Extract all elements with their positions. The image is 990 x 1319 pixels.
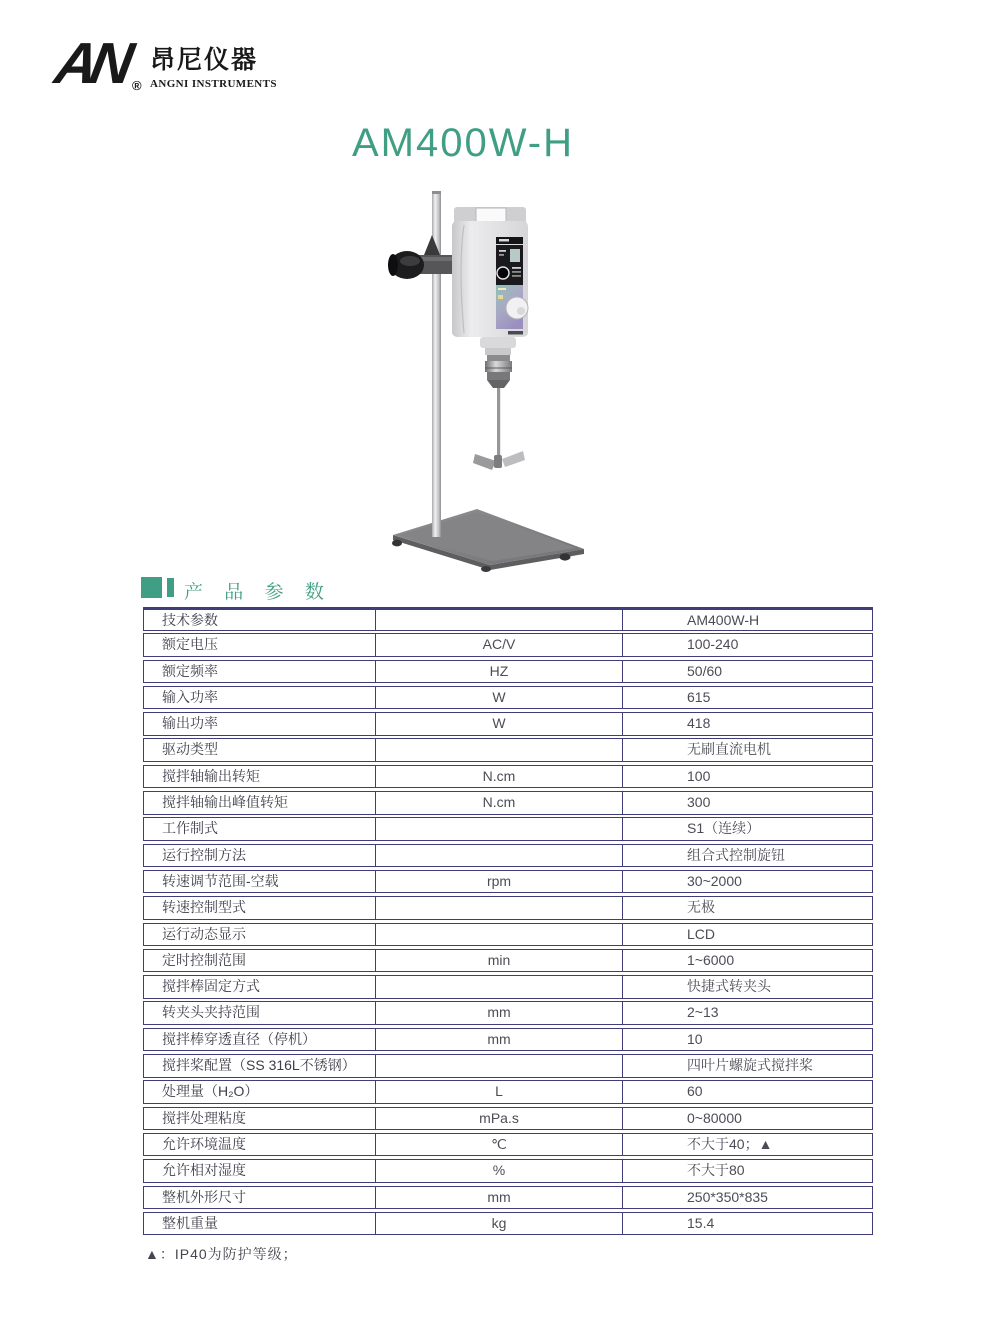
- table-row: [143, 975, 873, 999]
- spec-param: 驱动类型: [144, 739, 376, 761]
- spec-value: 不大于40；▲: [687, 1135, 773, 1152]
- spec-param: 技术参数: [144, 610, 376, 630]
- table-row: [143, 607, 873, 631]
- spec-param: 整机外形尺寸: [144, 1187, 376, 1209]
- spec-value: 不大于80: [687, 1162, 745, 1179]
- table-row: [143, 844, 873, 868]
- spec-param: 整机重量: [144, 1213, 376, 1235]
- table-row: [143, 923, 873, 947]
- table-row: [143, 949, 873, 973]
- spec-unit: mm: [376, 1187, 623, 1209]
- spec-value: 615: [687, 688, 711, 705]
- table-row: [143, 1028, 873, 1052]
- spec-unit: AC/V: [376, 634, 623, 656]
- spec-param: 搅拌处理粘度: [144, 1108, 376, 1130]
- table-row: [143, 1080, 873, 1104]
- panel-bottom-label: [508, 331, 523, 335]
- table-row: [143, 738, 873, 762]
- base-plate: [392, 509, 584, 572]
- foot-right: [560, 553, 571, 560]
- spec-unit: [376, 845, 623, 867]
- table-row: [143, 686, 873, 710]
- spec-param: 搅拌轴输出峰值转矩: [144, 792, 376, 814]
- spec-param: 转速控制型式: [144, 897, 376, 919]
- spec-unit: %: [376, 1160, 623, 1182]
- table-row: [143, 633, 873, 657]
- spec-param: 转速调节范围-空载: [144, 871, 376, 893]
- spec-unit: mm: [376, 1002, 623, 1024]
- table-row: [143, 660, 873, 684]
- product-image: [380, 183, 595, 573]
- head-collar: [480, 337, 516, 348]
- spec-value: 2~13: [687, 1004, 719, 1021]
- table-row: [143, 1107, 873, 1131]
- spec-unit: W: [376, 687, 623, 709]
- brand-name-english: ANGNI INSTRUMENTS: [150, 78, 277, 90]
- section-accent-bar: [167, 578, 174, 597]
- spec-value: S1（连续）: [687, 820, 761, 837]
- spec-param: 搅拌棒穿透直径（停机）: [144, 1029, 376, 1051]
- brand-logo-an: AN: [50, 31, 132, 96]
- spec-param: 搅拌棒固定方式: [144, 976, 376, 998]
- motor-head: [452, 207, 528, 355]
- spec-param: 输出功率: [144, 713, 376, 735]
- spec-param: 允许环境温度: [144, 1134, 376, 1156]
- footnote: ▲：IP40为防护等级；: [145, 1246, 298, 1262]
- spec-param: 定时控制范围: [144, 950, 376, 972]
- spec-param: 搅拌桨配置（SS 316L不锈钢）: [144, 1055, 376, 1077]
- control-knob: [497, 267, 509, 279]
- spec-value: 无刷直流电机: [687, 741, 771, 758]
- spec-value: 四叶片螺旋式搅拌桨: [687, 1057, 813, 1074]
- spec-param: 额定频率: [144, 661, 376, 683]
- spec-unit: [376, 818, 623, 840]
- spec-param: 工作制式: [144, 818, 376, 840]
- page-title: AM400W-H: [352, 121, 574, 165]
- spec-unit: N.cm: [376, 792, 623, 814]
- spec-unit: min: [376, 950, 623, 972]
- spec-unit: [376, 610, 623, 630]
- overhead-stirrer-illustration: [380, 183, 595, 573]
- spec-value: 1~6000: [687, 951, 735, 968]
- spec-value: 15.4: [687, 1214, 715, 1231]
- table-row: [143, 1001, 873, 1025]
- spec-value: 组合式控制旋钮: [687, 846, 785, 863]
- spec-unit: [376, 897, 623, 919]
- table-row: [143, 1159, 873, 1183]
- spec-unit: mPa.s: [376, 1108, 623, 1130]
- spec-param: 额定电压: [144, 634, 376, 656]
- spec-table: [143, 607, 873, 1238]
- spec-unit: [376, 1055, 623, 1077]
- spec-value: 60: [687, 1083, 703, 1100]
- spec-param: 运行动态显示: [144, 924, 376, 946]
- table-row: [143, 1186, 873, 1210]
- section-title: 产 品 参 数: [184, 582, 332, 603]
- spec-value: AM400W-H: [687, 612, 760, 628]
- spec-param: 处理量（H₂O）: [144, 1081, 376, 1103]
- spec-value: 50/60: [687, 662, 723, 679]
- brand-name-chinese: 昂尼仪器: [150, 46, 259, 74]
- lcd-display: [510, 249, 520, 262]
- spec-value: 30~2000: [687, 872, 742, 889]
- dial-knob: [506, 297, 528, 319]
- spec-unit: kg: [376, 1213, 623, 1235]
- spec-unit: HZ: [376, 661, 623, 683]
- spec-param: 转夹头夹持范围: [144, 1002, 376, 1024]
- spec-value: LCD: [687, 925, 716, 942]
- spec-value: 无极: [687, 899, 715, 916]
- spec-value: 250*350*835: [687, 1188, 768, 1205]
- spec-value: 418: [687, 715, 711, 732]
- table-row: [143, 1212, 873, 1236]
- spec-value: 0~80000: [687, 1109, 742, 1126]
- spec-unit: [376, 976, 623, 998]
- spec-value: 10: [687, 1030, 703, 1047]
- table-row: [143, 817, 873, 841]
- spec-value: 300: [687, 794, 711, 811]
- table-row: [143, 791, 873, 815]
- spec-unit: [376, 924, 623, 946]
- foot-left: [392, 540, 402, 547]
- spec-value: 快捷式转夹头: [687, 978, 771, 995]
- table-row: [143, 712, 873, 736]
- table-row: [143, 1133, 873, 1157]
- brand-logo: [50, 31, 316, 104]
- spec-unit: [376, 739, 623, 761]
- spec-unit: rpm: [376, 871, 623, 893]
- spec-unit: W: [376, 713, 623, 735]
- table-row: [143, 870, 873, 894]
- spec-param: 输入功率: [144, 687, 376, 709]
- registered-trademark-icon: ®: [132, 78, 142, 93]
- spec-param: 搅拌轴输出转矩: [144, 766, 376, 788]
- chuck: [485, 355, 512, 388]
- spec-unit: N.cm: [376, 766, 623, 788]
- spec-value: 100: [687, 767, 711, 784]
- table-row: [143, 765, 873, 789]
- stir-shaft: [497, 388, 500, 460]
- spec-unit: L: [376, 1081, 623, 1103]
- table-row: [143, 1054, 873, 1078]
- spec-unit: mm: [376, 1029, 623, 1051]
- head-top-opening: [476, 208, 506, 222]
- spec-param: 运行控制方法: [144, 845, 376, 867]
- spec-unit: ℃: [376, 1134, 623, 1156]
- foot-front: [481, 566, 491, 572]
- section-accent-square: [141, 577, 162, 598]
- table-row: [143, 896, 873, 920]
- spec-value: 100-240: [687, 636, 739, 653]
- spec-param: 允许相对湿度: [144, 1160, 376, 1182]
